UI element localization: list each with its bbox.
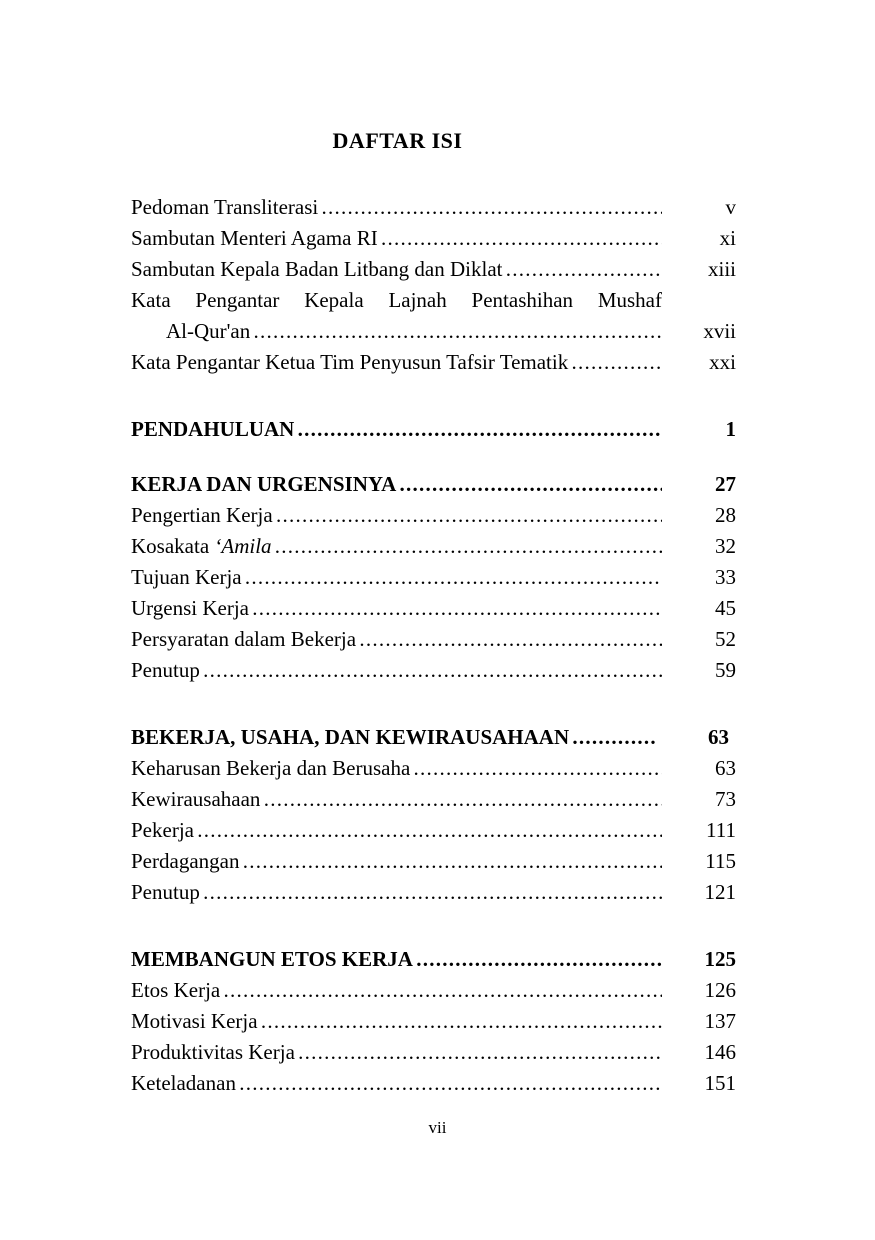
toc-entry-label: Kewirausahaan . . . (131, 784, 662, 814)
toc-entry-label: Sambutan Menteri Agama RI . . . (131, 223, 662, 253)
toc-entry-label: Tujuan Kerja . . . (131, 562, 662, 592)
toc-chapter-label: PENDAHULUAN . . . (131, 414, 662, 444)
toc-entry-page: 137 (704, 1009, 736, 1033)
toc-entry[interactable] (131, 846, 736, 876)
toc-entry[interactable] (131, 655, 736, 685)
toc-entry-page: 45 (715, 596, 736, 620)
toc-entry[interactable] (131, 254, 736, 284)
toc-entry-label: Motivasi Kerja . . . (131, 1006, 662, 1036)
toc-entry-page: 33 (715, 565, 736, 589)
toc-entry-label: Produktivitas Kerja . . . (131, 1037, 662, 1067)
toc-entry-page: 115 (705, 849, 736, 873)
toc-entry-label-text: Kosakata (131, 534, 210, 558)
toc-entry-label: Keharusan Bekerja dan Berusaha . . . (131, 753, 662, 783)
toc-entry[interactable] (131, 562, 736, 592)
toc-entry-page: 146 (704, 1040, 736, 1064)
toc-entry-page: 63 (715, 756, 736, 780)
toc-entry[interactable] (131, 593, 736, 623)
toc-chapter[interactable] (131, 414, 736, 444)
toc-chapter-page: 125 (704, 947, 736, 971)
toc-entry-label: Keteladanan . . . (131, 1068, 662, 1098)
toc-entry[interactable] (131, 1037, 736, 1067)
page-title: DAFTAR ISI (332, 128, 463, 153)
toc-entry-page: 151 (704, 1071, 736, 1095)
toc-entry-label: Persyaratan dalam Bekerja . . . (131, 624, 662, 654)
toc-entry-label: Pengertian Kerja . . . (131, 500, 662, 530)
toc-entry[interactable] (131, 975, 736, 1005)
toc-entry[interactable] (131, 223, 736, 253)
toc-entry-page: v (725, 195, 736, 219)
toc-entry[interactable] (131, 815, 736, 845)
toc-entry-label: Pekerja . . . (131, 815, 662, 845)
toc-entry-page: 52 (715, 627, 736, 651)
toc-entry-label: Urgensi Kerja . . . (131, 593, 662, 623)
toc-chapter[interactable] (131, 469, 736, 499)
toc-entry-page: 111 (706, 818, 736, 842)
toc-entry-page: 121 (704, 880, 736, 904)
toc-entry-label: Kata Pengantar Ketua Tim Penyusun Tafsir Tematik . . . (131, 347, 662, 377)
toc-entry-label: Etos Kerja . . . (131, 975, 662, 1005)
toc-entry-page: xi (719, 226, 736, 250)
page-number: vii (428, 1118, 447, 1137)
toc-entry-page: xvii (703, 319, 736, 343)
toc-chapter-label: MEMBANGUN ETOS KERJA . . . (131, 944, 662, 974)
toc-entry[interactable] (131, 192, 736, 222)
toc-chapter-page: 27 (715, 472, 736, 496)
toc-entry-page: 73 (715, 787, 736, 811)
toc-chapter-label: BEKERJA, USAHA, DAN KEWIRAUSAHAAN . . . (131, 722, 656, 752)
toc-entry-page: 126 (704, 978, 736, 1002)
toc-entry-label: Penutup . . . (131, 877, 662, 907)
toc-entry-label: Al-Qur'an . . . (131, 316, 662, 346)
toc-entry[interactable] (131, 316, 736, 346)
toc-entry-label: Perdagangan . . . (131, 846, 662, 876)
toc-entry-label: Penutup . . . (131, 655, 662, 685)
toc-entry[interactable] (131, 877, 736, 907)
toc-entry[interactable] (131, 624, 736, 654)
toc-entry[interactable] (131, 1006, 736, 1036)
toc-entry[interactable] (131, 1068, 736, 1098)
toc-entry[interactable] (131, 753, 736, 783)
toc-entry-label: Kata Pengantar Kepala Lajnah Pentashihan Mushaf (131, 288, 662, 312)
toc-entry-page: 32 (715, 534, 736, 558)
toc-entry-label (131, 531, 662, 561)
toc-entry[interactable] (131, 347, 736, 377)
toc-entry-label-italic: ‘Amila (214, 534, 272, 558)
toc-entry[interactable] (131, 500, 736, 530)
toc-entry-page: xxi (709, 350, 736, 374)
toc-entry-page: xiii (707, 257, 736, 281)
toc-entry-label: Pedoman Transliterasi . . . (131, 192, 662, 222)
toc-chapter-label: KERJA DAN URGENSINYA . . . (131, 469, 662, 499)
toc-chapter[interactable] (131, 722, 736, 752)
toc-entry[interactable] (131, 285, 736, 315)
toc-entry-page: 59 (715, 658, 736, 682)
toc-chapter-page: 1 (725, 417, 736, 441)
toc-entry-page: 28 (715, 503, 736, 527)
toc-entry[interactable] (131, 784, 736, 814)
toc-chapter-page: 63 (708, 725, 729, 749)
toc-entry[interactable] (131, 531, 736, 561)
toc-chapter[interactable] (131, 944, 736, 974)
toc-entry-label: Sambutan Kepala Badan Litbang dan Diklat . . . (131, 254, 662, 284)
